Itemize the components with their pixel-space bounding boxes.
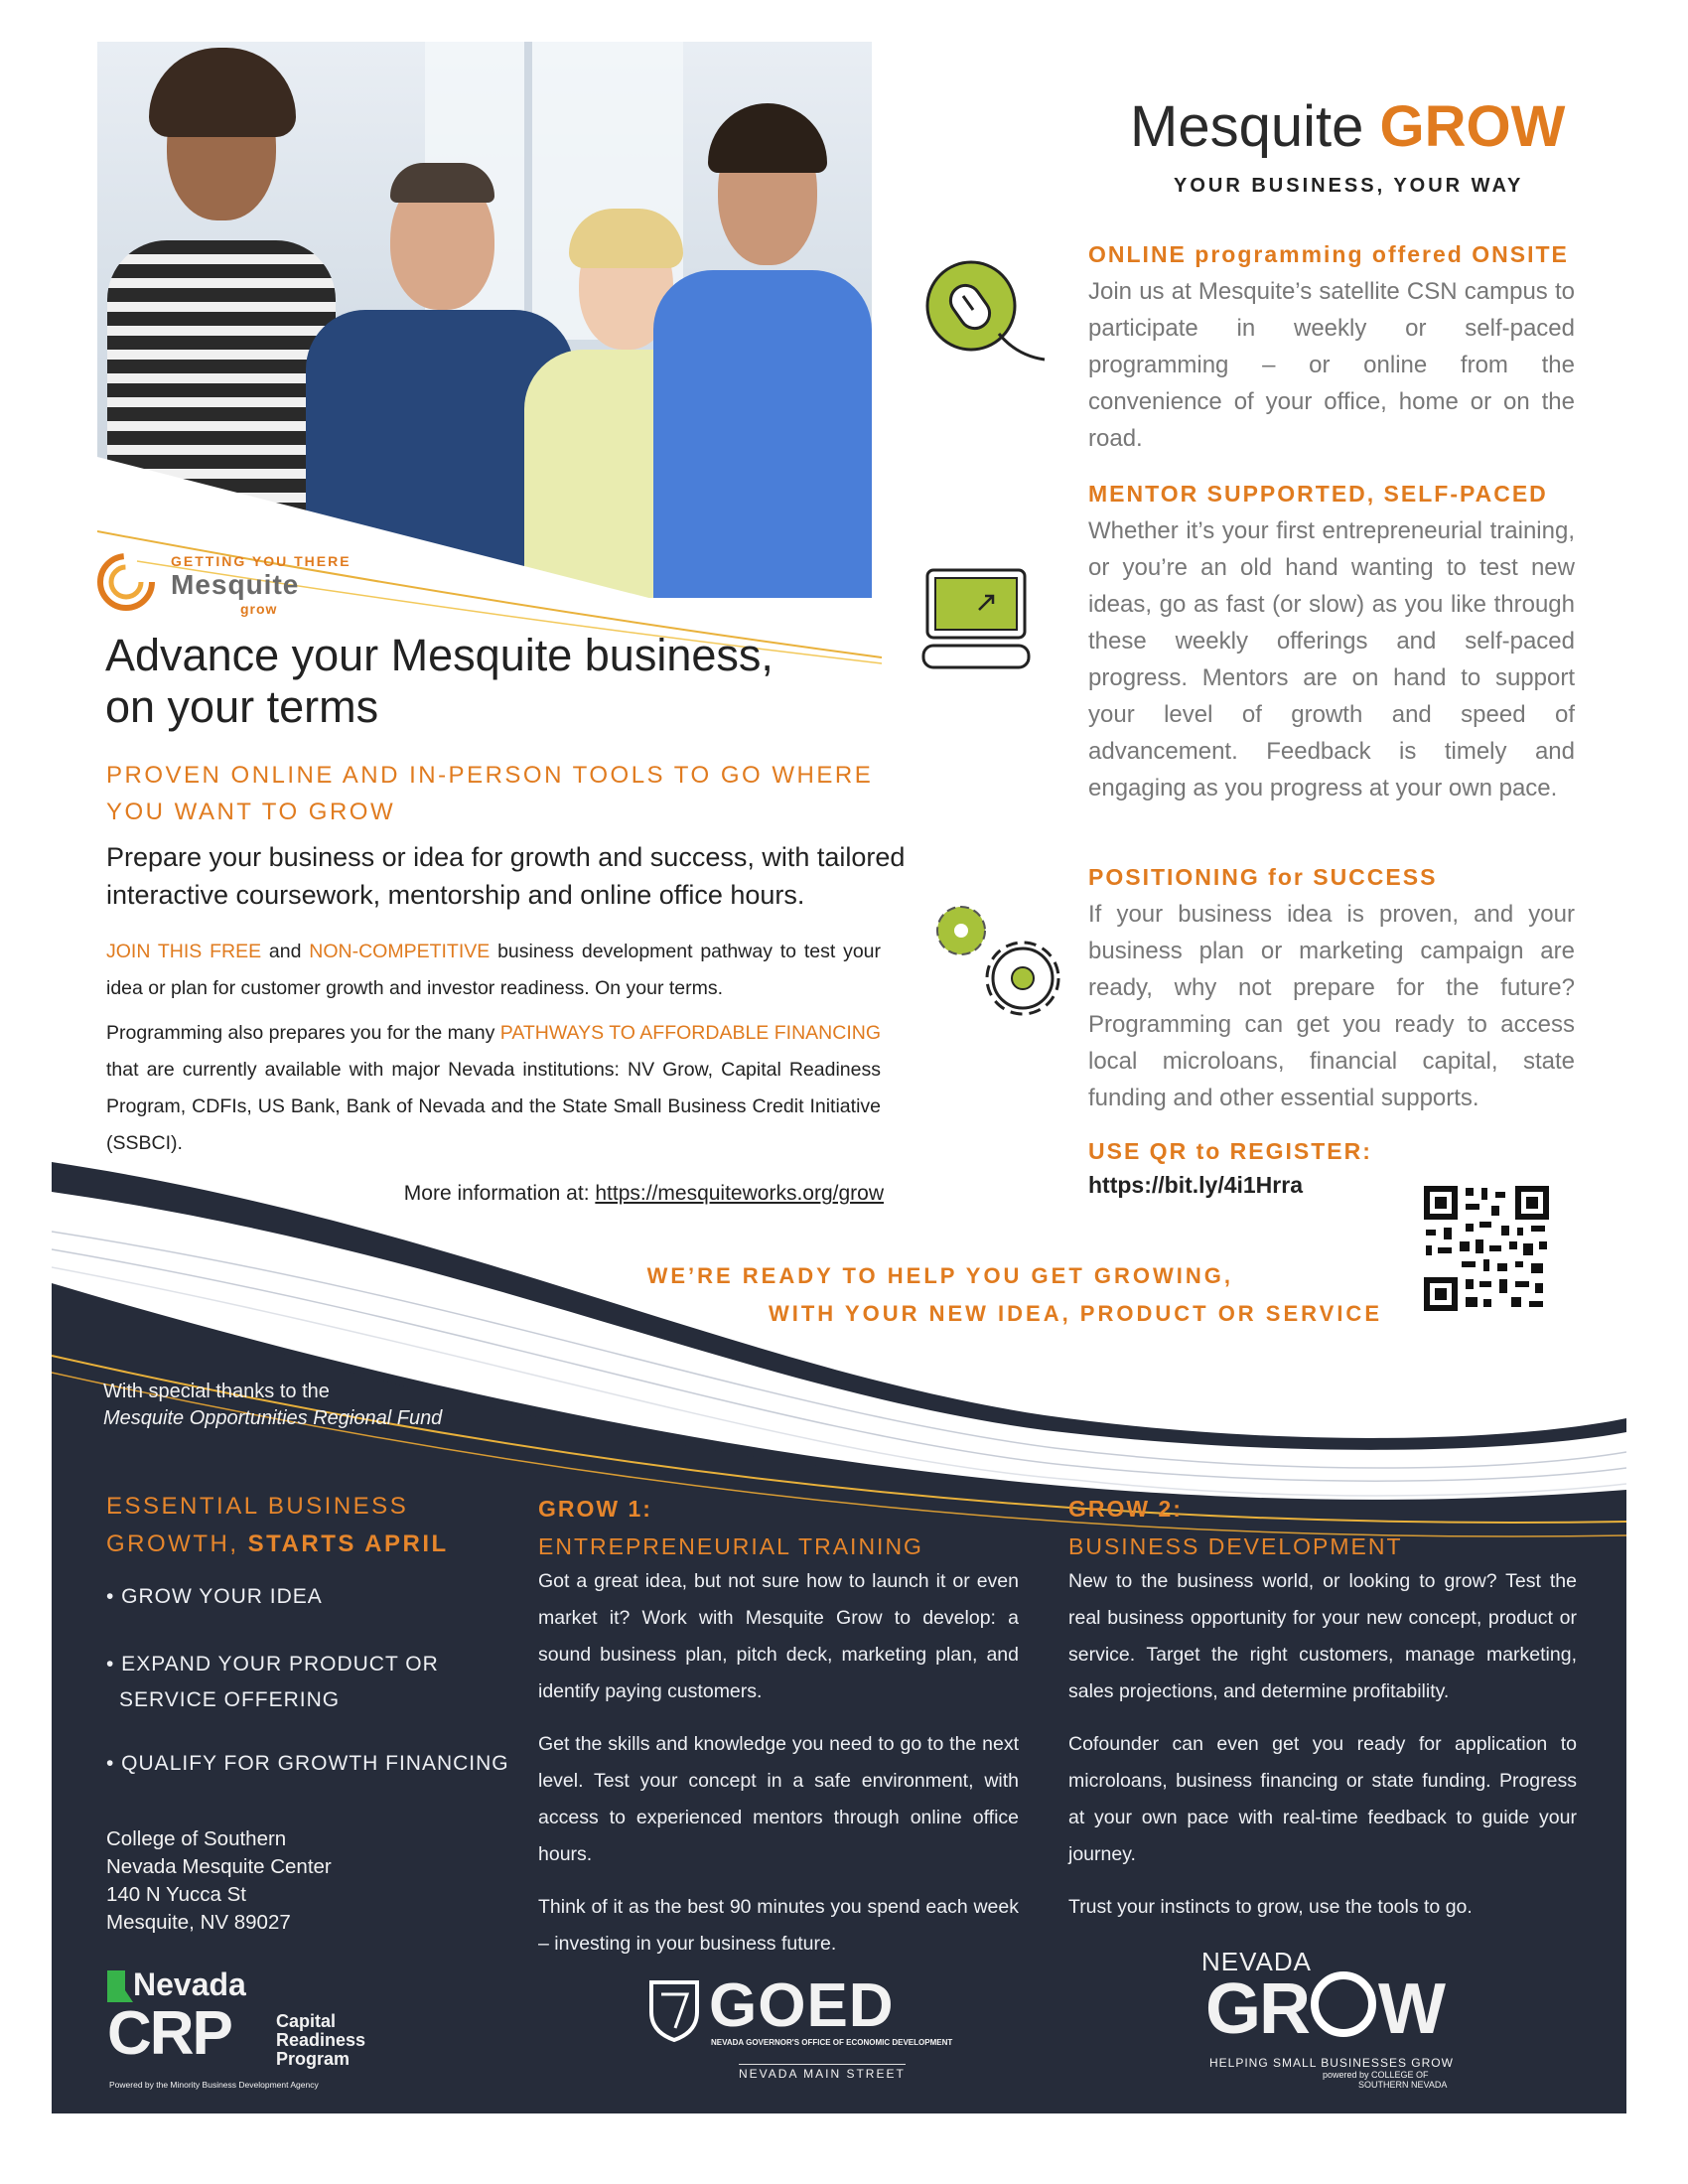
p1-text-2: business development pathway to test your idea or plan for customer growth and investor readiness. On your terms. [106, 941, 881, 999]
col1-title [106, 1488, 449, 1563]
register-link[interactable]: https://bit.ly/4i1Hrra [1088, 1172, 1303, 1198]
brand-tagline: YOUR BUSINESS, YOUR WAY [1174, 175, 1524, 197]
pathways-highlight: PATHWAYS TO AFFORDABLE FINANCING [499, 1022, 881, 1044]
col2-paragraph-3: Think of it as the best 90 minutes you spend each week – investing in your business future. [538, 1896, 1019, 1955]
qr-code-icon[interactable] [1422, 1184, 1551, 1313]
thanks-line-1: With special thanks to the [103, 1381, 330, 1402]
gears-icon [931, 899, 1070, 1024]
laptop-icon [921, 566, 1031, 673]
grow-logo-powered1: powered by COLLEGE OF [1323, 2070, 1429, 2080]
section-online-title: ONLINE programming offered ONSITE [1088, 241, 1569, 267]
banner-line-2: WITH YOUR NEW IDEA, PRODUCT OR SERVICE [768, 1301, 1382, 1326]
bullet-grow-idea: • GROW YOUR IDEA [106, 1585, 323, 1608]
goed-sub: NEVADA GOVERNOR'S OFFICE OF ECONOMIC DEVELOPMENT [711, 2038, 953, 2047]
crp-program: Program [276, 2049, 351, 2069]
brand-title-mesquite: Mesquite [1130, 94, 1364, 159]
p2-text-2: that are currently available with major Nevada institutions: NV Grow, Capital Readiness Program, CDFIs, US Bank, Bank of Nevada and the State Small Business Credit Initiative (SSBCI). [106, 1059, 881, 1154]
left-headline [105, 630, 774, 733]
crp-powered: Powered by the Minority Business Development Agency [109, 2080, 319, 2090]
left-headline-line2: on your terms [105, 681, 379, 732]
nevada-crp-logo [107, 1966, 395, 2096]
grow-logo-gr: GR [1205, 1969, 1309, 2049]
grow-logo-sub: HELPING SMALL BUSINESSES GROW [1209, 2056, 1454, 2070]
col3-paragraph-3: Trust your instincts to grow, use the tools to go. [1068, 1896, 1473, 1918]
crp-top: Nevada [133, 1966, 246, 2002]
mouse-icon [921, 256, 1053, 367]
address-line-3: 140 N Yucca St [106, 1883, 246, 1906]
grow-logo-o-icon [1311, 1971, 1376, 2037]
col3-paragraph-1: New to the business world, or looking to grow? Test the real business opportunity for your new concept, product or service. Target the right customers, manage marketing, sales projections, and determine profitability. [1068, 1570, 1577, 1702]
goed-logo [645, 1971, 963, 2086]
left-lead [106, 838, 905, 914]
bullet-expand-product-2: SERVICE OFFERING [119, 1688, 341, 1711]
col3-title-line2: BUSINESS DEVELOPMENT [1068, 1533, 1403, 1559]
grow-logo-powered2: SOUTHERN NEVADA [1358, 2080, 1448, 2090]
swirl-logo-icon [95, 551, 157, 613]
address-line-4: Mesquite, NV 89027 [106, 1911, 291, 1934]
grow-logo-w: W [1378, 1969, 1444, 2049]
address-line-1: College of Southern [106, 1827, 287, 1850]
left-subhead-line2: YOU WANT TO GROW [106, 799, 396, 825]
col1-title-line2 [106, 1526, 449, 1563]
address-line-2: Nevada Mesquite Center [106, 1855, 332, 1878]
crp-capital: Capital [276, 2011, 337, 2031]
goed-shield-icon [647, 1978, 701, 2042]
left-lead-line2: interactive coursework, mentorship and online office hours. [106, 880, 805, 910]
col3-paragraph-2: Cofounder can even get you ready for application to microloans, business financing or state funding. Progress at your own pace with real-time feedback to guide your journey. [1068, 1733, 1577, 1865]
col2-title-line1: GROW 1: [538, 1496, 652, 1522]
section-mentor-body: Whether it’s your first entrepreneurial training, or you’re an old hand wanting to test new ideas, go as fast (or slow) as you like through these weekly offerings and self-paced progress. Mentors are on hand to support your level of growth and speed of advancement. Feedback is timely and engaging as you progress at your own pace. [1088, 517, 1575, 801]
section-register-title: USE QR to REGISTER: [1088, 1138, 1372, 1164]
left-paragraph-1 [106, 934, 881, 1007]
non-competitive-highlight: NON-COMPETITIVE [309, 941, 491, 962]
col2-paragraph-1: Got a great idea, but not sure how to launch it or even market it? Work with Mesquite Grow to develop: a sound business plan, pitch deck, marketing plan, and identify paying customers. [538, 1570, 1019, 1702]
left-paragraph-2 [106, 1015, 881, 1162]
col2-paragraph-2: Get the skills and knowledge you need to go to the next level. Test your concept in a safe environment, with access to experienced mentors through online office hours. [538, 1733, 1019, 1865]
logo-name: Mesquite [171, 569, 300, 600]
logo-sub: grow [240, 601, 278, 617]
section-mentor-title: MENTOR SUPPORTED, SELF-PACED [1088, 481, 1548, 507]
col3-title [1068, 1490, 1403, 1565]
col2-title [538, 1490, 923, 1565]
grow-logo-top: NEVADA [1201, 1947, 1312, 1976]
bullet-qualify-financing: • QUALIFY FOR GROWTH FINANCING [106, 1752, 509, 1775]
special-thanks [103, 1379, 442, 1432]
p1-text-1: and [261, 941, 310, 962]
section-positioning-title: POSITIONING for SUCCESS [1088, 864, 1438, 890]
section-online-body: Join us at Mesquite’s satellite CSN campus to participate in weekly or self-paced programming – or online from the convenience of your office, home or on the road. [1088, 278, 1575, 452]
grow-logo-big [1205, 1968, 1444, 2050]
crp-readiness: Readiness [276, 2030, 366, 2050]
left-lead-line1: Prepare your business or idea for growth and success, with tailored [106, 842, 906, 872]
brand-title-grow: GROW [1379, 94, 1566, 159]
col1-title-starts: STARTS APRIL [247, 1530, 449, 1557]
nevada-grow-logo [1201, 1947, 1499, 2090]
goed-main-street: NEVADA MAIN STREET [739, 2064, 906, 2081]
thanks-line-2: Mesquite Opportunities Regional Fund [103, 1407, 443, 1429]
left-headline-line1: Advance your Mesquite business, [105, 630, 774, 680]
banner-line-1: WE’RE READY TO HELP YOU GET GROWING, [646, 1263, 1233, 1288]
p2-text-1: Programming also prepares you for the many [106, 1022, 500, 1044]
col1-title-line1: ESSENTIAL BUSINESS [106, 1493, 409, 1520]
brand-title [1130, 95, 1565, 159]
col3-title-line1: GROW 2: [1068, 1496, 1183, 1522]
join-free-highlight: JOIN THIS FREE [106, 941, 262, 962]
more-info-label: More information at: [403, 1182, 596, 1205]
more-info-link[interactable]: https://mesquiteworks.org/grow [595, 1182, 884, 1205]
logo-tagline: GETTING YOU THERE [171, 553, 352, 569]
col1-title-growth: GROWTH, [106, 1530, 248, 1557]
address [106, 1825, 332, 1937]
goed-big: GOED [709, 1971, 895, 2040]
left-subhead-line1: PROVEN ONLINE AND IN-PERSON TOOLS TO GO WHERE [106, 762, 874, 789]
mesquite-grow-logo [95, 551, 393, 621]
left-subhead [106, 757, 873, 830]
bullet-expand-product: • EXPAND YOUR PRODUCT OR [106, 1653, 439, 1675]
growing-banner [0, 1257, 1382, 1333]
section-positioning-body: If your business idea is proven, and your business plan or marketing campaign are ready, why not prepare for the future? Programming can get you ready to access local microloans, financial capital, state funding and other essential supports. [1088, 901, 1575, 1111]
col2-title-line2: ENTREPRENEURIAL TRAINING [538, 1533, 923, 1559]
crp-big: CRP [107, 1999, 231, 2068]
